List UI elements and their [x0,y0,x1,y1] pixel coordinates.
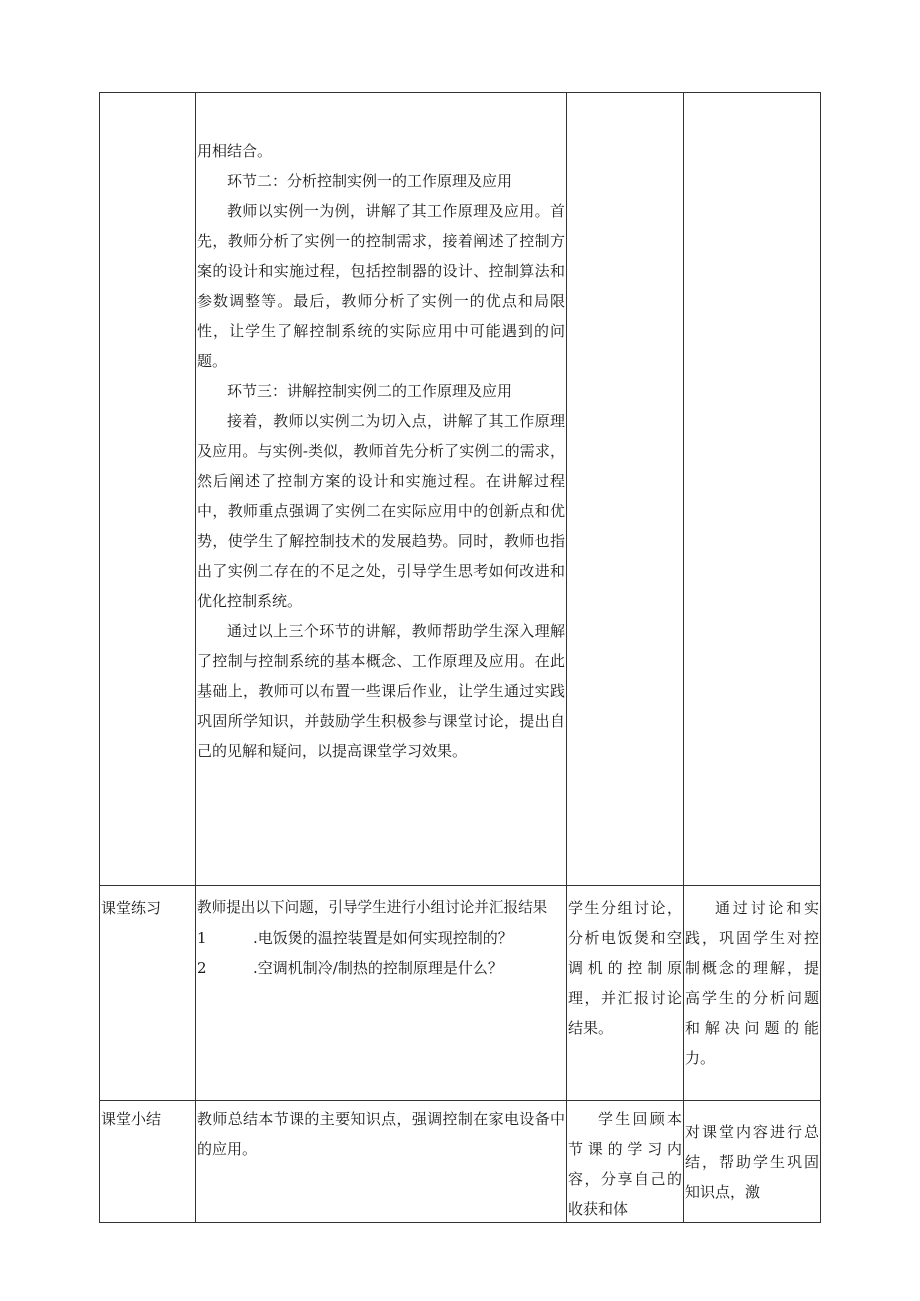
practice-purpose-cell [685,893,819,1073]
summary-purpose: 对课堂内容进行总结，帮助学生巩固知识点，激 [685,1123,819,1201]
conclusion-paragraph: 通过以上三个环节的讲解，教师帮助学生深入理解了控制与控制系统的基本概念、工作原理及应用。在此基础上，教师可以布置一些课后作业，让学生通过实践巩固所学知识，并鼓励学生积极参与课堂讨论，提出自己的见解和疑问，以提高课堂学习效果。 [197,622,565,760]
practice-question-1 [197,923,565,953]
summary-teacher-cell [197,1104,565,1164]
summary-student-activity: 学生回顾本节课的学习内容，分享自己的收获和体 [568,1110,682,1218]
table-col-divider-3 [683,92,684,1223]
summary-purpose-cell [685,1117,819,1207]
section-heading-2: 环节二：分析控制实例一的工作原理及应用 [227,172,513,190]
practice-label: 课堂练习 [101,899,162,917]
table-border-top [99,92,821,93]
practice-question-2 [197,953,565,983]
question-text: .空调机制冷/制热的控制原理是什么？ [253,959,503,977]
summary-student-cell [568,1104,682,1224]
paragraph-continuation: 用相结合。 [197,142,273,160]
table-border-bottom [99,1222,821,1223]
summary-label: 课堂小结 [101,1110,162,1128]
practice-intro: 教师提出以下问题，引导学生进行小组讨论并汇报结果 [197,899,548,916]
section-heading-3: 环节三：讲解控制实例二的工作原理及应用 [227,382,513,400]
table-col-divider-2 [566,92,567,1223]
table-border-right [820,92,821,1223]
table-border-left [99,92,100,1223]
table-row-divider-2 [99,1100,821,1101]
practice-student-cell [568,893,682,1043]
teaching-process-cell [197,136,565,766]
table-col-divider-1 [195,92,196,1223]
question-number: 1 [197,929,207,947]
practice-student-activity: 学生分组讨论，分析电饭煲和空调机的控制原理，并汇报讨论结果。 [568,899,682,1037]
section-2-body: 教师以实例一为例，讲解了其工作原理及应用。首先，教师分析了实例一的控制需求，接着阐述了控制方案的设计和实施过程，包括控制器的设计、控制算法和参数调整等。最后，教师分析了实例一的优点和局限性，让学生了解控制系统的实际应用中可能遇到的问题。 [197,202,565,370]
section-3-body: 接着，教师以实例二为切入点，讲解了其工作原理及应用。与实例-类似，教师首先分析了实例二的需求，然后阐述了控制方案的设计和实施过程。在讲解过程中，教师重点强调了实例二在实际应用中的创新点和优势，使学生了解控制技术的发展趋势。同时，教师也指出了实例二存在的不足之处，引导学生思考如何改进和优化控制系统。 [197,412,565,610]
practice-purpose: 通过讨论和实践，巩固学生对控制概念的理解，提高学生的分析问题和解决问题的能力。 [685,899,819,1067]
summary-teacher-activity: 教师总结本节课的主要知识点，强调控制在家电设备中的应用。 [197,1110,565,1158]
question-text: .电饭煲的温控装置是如何实现控制的？ [253,929,513,947]
table-row-divider-1 [99,885,821,886]
question-number: 2 [197,959,207,977]
practice-teacher-cell [197,893,565,983]
